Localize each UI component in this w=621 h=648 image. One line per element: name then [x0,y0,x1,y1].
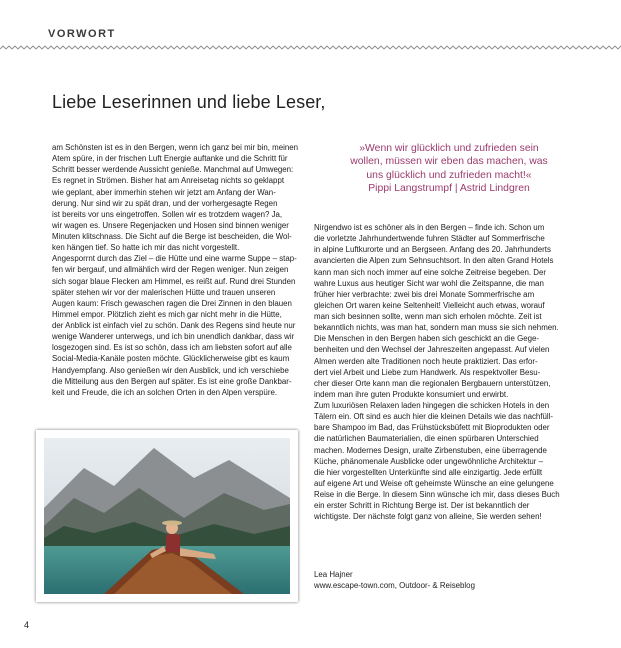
text-line: die Mitteilung aus den Bergen auf später. Es ist eine große Dankbar- [52,376,292,386]
text-line: ken hängen tief. So hatte ich mir das nicht vorgestellt. [52,243,240,253]
left-text-column [52,142,308,398]
page-number: 4 [24,620,30,630]
text-line: Tälern ein. Oft sind es auch hier die kleinen Details wie das nachfüll- [314,412,554,422]
text-line: bekanntlich nichts, was man hat, sondern man muss sie sich nehmen. [314,323,559,333]
text-line: Almen werden alte Traditionen noch heute praktiziert. Das erfor- [314,356,538,366]
text-line: fen wir bergauf, und allmählich wird der Regen weniger. Nun zeigen [52,265,289,275]
right-text-column [314,222,574,522]
text-line: benheiten und den Wechsel der Jahreszeiten angepasst. Auf vielen [314,345,550,355]
text-line: gleichen Ort waren keine Seltenheit! Vielleicht auch etwas, worauf [314,300,545,310]
text-line: machen. Modernes Design, uralte Zirbenstuben, eine überragende [314,445,547,455]
text-line: Atem spüre, in der frischen Luft Energie auftanke und die Schritt für [52,154,288,164]
text-line: wie geplant, aber immerhin stehen wir jetzt am Anfang der Wan- [52,187,276,197]
text-line: wichtigste. Der nächste folgt ganz von alleine, Sie werden sehen! [314,512,542,522]
author-name: Lea Hajner [314,570,353,579]
signature-block [314,569,475,591]
text-line: dert viel Arbeit und Liebe zum Handwerk. Als respektvoller Besu- [314,367,541,377]
section-label: VORWORT [48,28,116,40]
text-line: Schritt besser werdende Aussicht genieße. Manchmal auf Umwegen: [52,165,294,175]
text-line: am Schönsten ist es in den Bergen, wenn ich ganz bei mir bin, meinen [52,143,299,152]
text-line: Es regnet in Strömen. Bisher hat am Anreisetag nichts so geklappt [52,176,285,186]
text-line: Augen kaum: Frisch gewaschen ragen die Drei Zinnen in den blauen [52,298,292,308]
text-line: Social-Media-Kanäle posten möchte. Glücklicherweise gibt es kaum [52,354,290,364]
pull-quote [318,142,580,195]
blog-link: www.escape-town.com, Outdoor- & Reiseblog [314,581,475,591]
quote-author: Pippi Langstrumpf | Astrid Lindgren [368,182,530,194]
text-line: losgezogen sind. Es ist so schön, dass ich am liebsten sofort auf alle [52,343,292,353]
text-line: wenige Wanderer unterwegs, und ich bin unendlich dankbar, dass wir [52,332,295,342]
text-line: Zum luxuriösen Relaxen laden hingegen die schicken Hotels in den [314,401,550,410]
text-line: derung. Nur sind wir zu spät dran, und der vorhergesagte Regen [52,198,278,208]
text-line: wir wagen es. Unsere Regenjacken und Hosen sind binnen weniger [52,220,289,230]
text-line: die hier vorgestellten Unterkünfte sind alle einzigartig. Jede erfüllt [314,467,543,477]
text-line: uns glücklich und zufrieden macht!« [366,169,532,181]
text-line: bare Shampoo im Bad, das Frühstücksbüfett mit Bioprodukten oder [314,423,550,433]
text-line: Nirgendwo ist es schöner als in den Bergen – finde ich. Schon um [314,223,545,232]
text-line: auf eigene Art und Weise oft geheimste Wünsche an eine gelungene [314,478,554,488]
text-line: der Anblick ist einfach viel zu schön. Dank des Regens sind heute nur [52,321,296,330]
text-line: Die Menschen in den Bergen haben sich geschickt an die Gege- [314,334,540,344]
text-line: wollen, müssen wir eben das machen, was [350,156,548,168]
text-line: ein erster Schritt in Richtung Berge ist. Der ist bekanntlich der [314,501,530,511]
text-line: Küche, phänomenale Ausblicke oder ungewöhnliche Architektur – [314,456,543,466]
text-line: früher hier verbrachte: zwei bis drei Monate Sommerfrische am [314,289,535,299]
text-line: Angesporrnt durch das Ziel – die Hütte und eine warme Suppe – stap- [52,254,297,264]
text-line: sich sogar blaue Flecken am Himmel, es reißt auf. Rund drei Stunden [52,276,296,286]
text-line: avancierten die Alpen zum Sehnsuchtsort. In den alten Grand Hotels [314,256,554,266]
text-line: später stehen wir vor der malerischen Hütte und trauen unseren [52,287,276,297]
text-line: Reise in die Berge. In diesem Sinn wünsche ich mir, dass dieses Buch [314,490,560,499]
text-line: man sich besinnen sollte, wenn man sich erholen möchte. Zeit ist [314,312,542,321]
lake-photo [44,438,290,594]
text-line: cher dieser Orte kann man die regionalen Bergbauern unterstützen, [314,378,551,388]
text-line: ist bereits vor uns eingetroffen. Sollen wir es trotzdem wagen? Ja, [52,209,283,219]
text-line: indem man ihre guten Produkte konsumiert und erwirbt. [314,389,509,399]
text-line: wahre Luxus aus heutiger Sicht war wohl die Zeitspanne, die man [314,278,544,288]
text-line: keit und Freude, die ich an solchen Orten in den Alpen verspüre. [52,387,278,397]
text-line: in alpine Luftkurorte und an Bergseen. Anfang des 20. Jahrhunderts [314,245,551,255]
text-line: Himmel empor. Plötzlich zieht es mich gar nicht mehr in die Hütte, [52,309,282,319]
text-line: die vorletzte Jahrhundertwende fuhren Städter auf Sommerfrische [314,234,545,244]
text-line: »Wenn wir glücklich und zufrieden sein [359,143,539,154]
text-line: kann man sich noch immer auf eine solche Zeitreise begeben. Der [314,267,547,277]
text-line: Handyempfang. Also genießen wir den Ausblick, und ich verschiebe [52,365,289,375]
page-title: Liebe Leserinnen und liebe Leser, [52,92,326,112]
text-line: die natürlichen Baumaterialien, die einen spürbaren Unterschied [314,434,539,444]
text-line: Minuten klitschnass. Die Sicht auf die Berge ist bescheiden, die Wol- [52,232,292,241]
zigzag-divider [0,44,621,52]
photo-frame [36,430,298,602]
